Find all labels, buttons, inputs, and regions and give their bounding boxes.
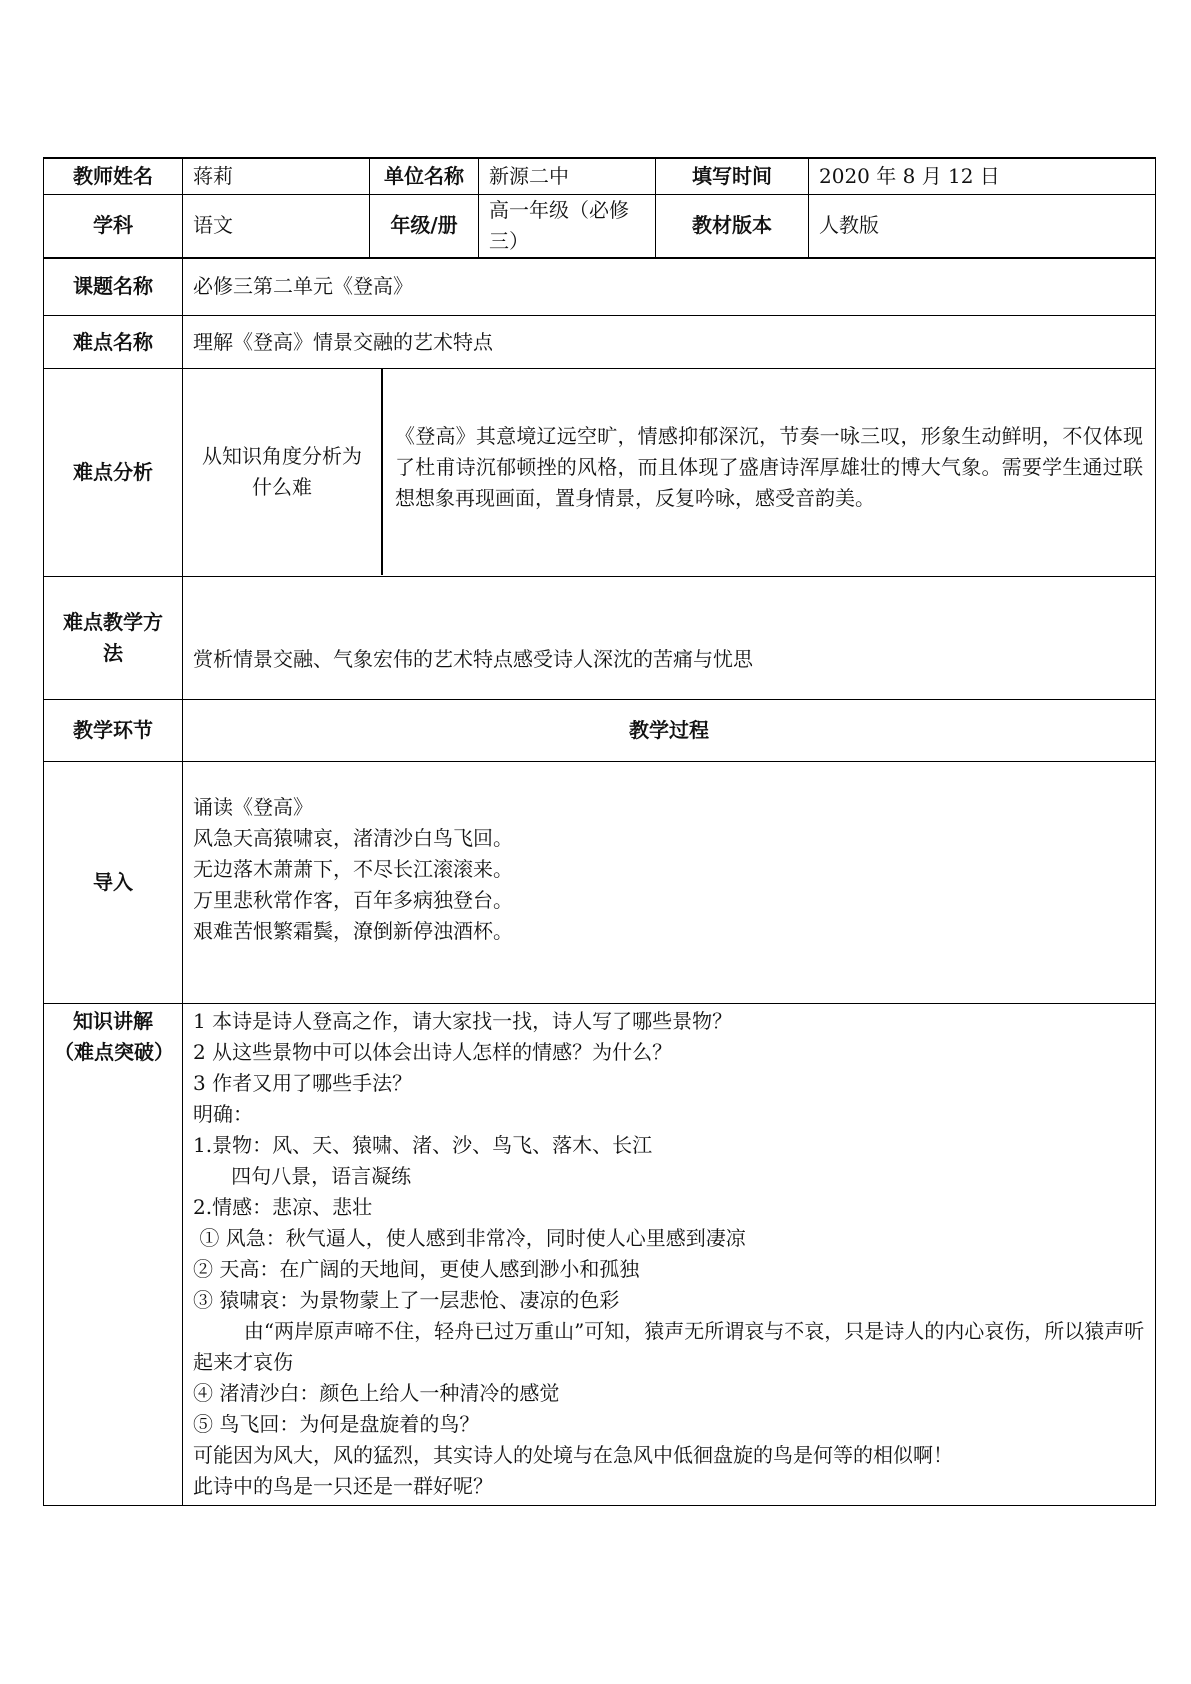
method-value: 赏析情景交融、气象宏伟的艺术特点感受诗人深沈的苦痛与忧思 bbox=[183, 577, 1156, 700]
difficulty-label: 难点名称 bbox=[44, 316, 183, 369]
knowledge-label bbox=[44, 1004, 183, 1506]
intro-content bbox=[183, 762, 1156, 1004]
knowledge-line: 2.情感：悲凉、悲壮 bbox=[193, 1195, 373, 1219]
knowledge-line: 四句八景，语言凝练 bbox=[193, 1164, 412, 1188]
knowledge-line: ① 风急：秋气逼人，使人感到非常冷，同时使人心里感到凄凉 bbox=[193, 1226, 746, 1250]
analysis-text: 《登高》其意境辽远空旷，情感抑郁深沉，节奏一咏三叹，形象生动鲜明，不仅体现了杜甫诗沉郁顿挫的风格，而且体现了盛唐诗浑厚雄壮的博大气象。需要学生通过联想想象再现画面，置身情景，反复吟咏，感受音韵美。 bbox=[395, 424, 1143, 510]
knowledge-line: 可能因为风大，风的猛烈，其实诗人的处境与在急风中低徊盘旋的鸟是何等的相似啊！ bbox=[193, 1443, 953, 1467]
process-header-label: 教学过程 bbox=[183, 700, 1156, 762]
edition-value: 人教版 bbox=[809, 194, 1156, 258]
subject-value: 语文 bbox=[183, 194, 370, 258]
fill-date-label: 填写时间 bbox=[656, 158, 809, 194]
knowledge-line: 2 从这些景物中可以体会出诗人怎样的情感？为什么？ bbox=[193, 1040, 673, 1064]
knowledge-line: ④ 渚清沙白：颜色上给人一种清冷的感觉 bbox=[193, 1381, 560, 1405]
analysis-content bbox=[183, 369, 1156, 577]
knowledge-line: ⑤ 鸟飞回：为何是盘旋着的鸟？ bbox=[193, 1412, 480, 1436]
stage-header-label: 教学环节 bbox=[44, 700, 183, 762]
fill-date-value: 2020 年 8 月 12 日 bbox=[809, 158, 1156, 194]
knowledge-line: ③ 猿啸哀：为景物蒙上了一层悲怆、凄凉的色彩 bbox=[193, 1288, 620, 1312]
subject-label: 学科 bbox=[44, 194, 183, 258]
knowledge-line: 由“两岸原声啼不住，轻舟已过万重山”可知，猿声无所谓哀与不哀，只是诗人的内心哀伤，所以猿声听起来才哀伤 bbox=[193, 1319, 1145, 1374]
grade-label: 年级/册 bbox=[370, 194, 479, 258]
method-label: 难点教学方法 bbox=[44, 577, 183, 700]
intro-line: 诵读《登高》 bbox=[193, 795, 313, 819]
analysis-sublabel: 从知识角度分析为什么难 bbox=[183, 369, 383, 575]
grade-value: 高一年级（必修三） bbox=[479, 194, 656, 258]
edition-label: 教材版本 bbox=[656, 194, 809, 258]
intro-line: 艰难苦恨繁霜鬓，潦倒新停浊酒杯。 bbox=[193, 919, 513, 943]
topic-value: 必修三第二单元《登高》 bbox=[183, 258, 1156, 316]
knowledge-label-line2: （难点突破） bbox=[54, 1040, 174, 1064]
knowledge-line: 3 作者又用了哪些手法？ bbox=[193, 1071, 413, 1095]
teacher-name-label: 教师姓名 bbox=[44, 158, 183, 194]
intro-label: 导入 bbox=[44, 762, 183, 1004]
knowledge-line: 1 本诗是诗人登高之作，请大家找一找，诗人写了哪些景物？ bbox=[193, 1009, 733, 1033]
unit-name-value: 新源二中 bbox=[479, 158, 656, 194]
topic-label: 课题名称 bbox=[44, 258, 183, 316]
knowledge-line: 此诗中的鸟是一只还是一群好呢？ bbox=[193, 1474, 493, 1498]
knowledge-line: 1.景物：风、天、猿啸、渚、沙、鸟飞、落木、长江 bbox=[193, 1133, 653, 1157]
knowledge-line: ② 天高：在广阔的天地间，更使人感到渺小和孤独 bbox=[193, 1257, 640, 1281]
teacher-name-value: 蒋莉 bbox=[183, 158, 370, 194]
intro-line: 无边落木萧萧下，不尽长江滚滚来。 bbox=[193, 857, 513, 881]
lesson-plan-table bbox=[43, 157, 1156, 1506]
analysis-label: 难点分析 bbox=[44, 369, 183, 577]
intro-line: 万里悲秋常作客，百年多病独登台。 bbox=[193, 888, 513, 912]
difficulty-value: 理解《登高》情景交融的艺术特点 bbox=[183, 316, 1156, 369]
knowledge-content bbox=[183, 1004, 1156, 1506]
knowledge-line: 明确： bbox=[193, 1102, 253, 1126]
unit-name-label: 单位名称 bbox=[370, 158, 479, 194]
knowledge-label-line1: 知识讲解 bbox=[73, 1009, 153, 1033]
intro-line: 风急天高猿啸哀，渚清沙白鸟飞回。 bbox=[193, 826, 513, 850]
